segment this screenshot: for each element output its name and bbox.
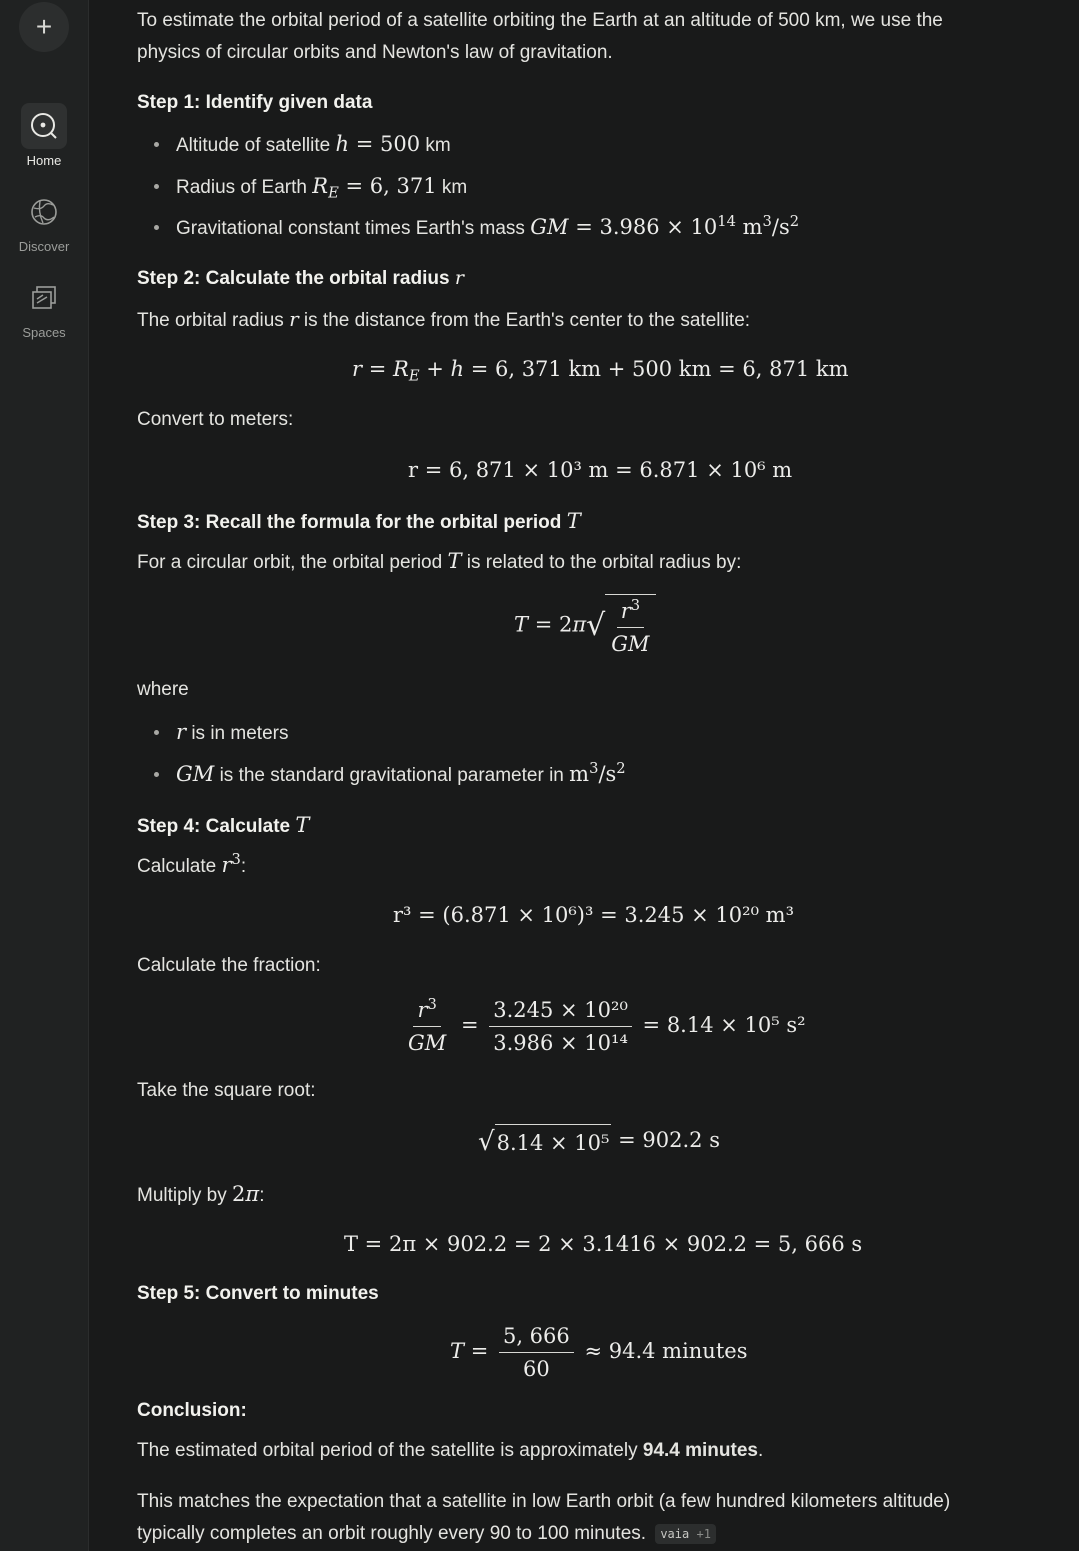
intro-line-2: physics of circular orbits and Newton's law of gravitation. [137,42,613,63]
where-label: where [137,679,189,700]
sidebar-item-label: Spaces [22,325,66,340]
sqrt-label: Take the square root: [137,1080,316,1101]
source-citation-tag[interactable]: vaia +1 [655,1524,716,1544]
sidebar-item-label: Discover [18,239,70,254]
convert-label: Convert to meters: [137,409,294,430]
unit: km [425,135,451,156]
equation-square-root: √ 8.14 × 10⁵ = 902.2 s [478,1124,720,1159]
bullet-text: Radius of Earth [176,177,307,198]
step-2-text: The orbital radius r is the distance from the Earth's center to the satellite: [137,307,751,331]
list-item: Radius of Earth $R_E = 6$, 371 km [176,170,467,204]
equation-period-formula: T = 2π √ $\frac{r^3}{GM}$ [514,594,656,658]
spaces-icon [29,283,59,313]
sidebar-item-discover[interactable] [0,189,88,254]
sidebar-item-spaces[interactable] [0,275,88,340]
step-3-text: For a circular orbit, the orbital period T is related to the orbital radius by: [137,549,742,573]
bullet-text: Gravitational constant times Earth's mass [176,218,525,239]
equation-fraction: $\frac{r^3}{GM}$ = $\frac{\text{3.245 × 10²⁰}}{\text{3.986 × 10¹⁴}}$ = 8.14 × 10⁵ s² [408,995,806,1055]
conclusion-text: The estimated orbital period of the satellite is approximately 94.4 minutes. [137,1440,764,1461]
sidebar-item-label: Home [26,153,62,168]
conclusion-heading: Conclusion: [137,1400,247,1421]
equation-minutes: T = $\frac{5, 666}{60}$ ≈ 94.4 minutes [450,1324,748,1381]
math-value: = 500 [355,132,421,156]
calc-r3-label: Calculate $r^3$: [137,850,247,877]
step-4-heading: Step 4: Calculate T [137,813,310,837]
list-item: Gravitational constant times Earth's mass GM = $3.986 \times 10^{14}$ $m^3/s^2$ [176,211,799,245]
multiply-label: Multiply by 2π: [137,1182,265,1206]
equation-period-result: T = 2π × 902.2 = 2 × 3.1416 × 902.2 = 5, 666 s [344,1232,863,1256]
step-2-heading: Step 2: Calculate the orbital radius r [137,267,464,289]
globe-icon [29,197,59,227]
home-icon [29,111,59,141]
conclusion-para-line-2: typically completes an orbit roughly every 90 to 100 minutes. vaia +1 [137,1518,716,1550]
list-item: Altitude of satellite h = 500 km [176,128,451,162]
step-3-heading: Step 3: Recall the formula for the orbital period T [137,509,581,533]
step-5-heading: Step 5: Convert to minutes [137,1283,379,1304]
calc-fraction-label: Calculate the fraction: [137,955,321,976]
math-value: = 6, 371 [345,174,437,198]
bullet-text: Altitude of satellite [176,135,331,156]
list-item: r is in meters [176,716,288,750]
equation-radius-meters: r = 6, 871 × 10³ m = 6.871 × 10⁶ m [408,458,793,482]
new-thread-button[interactable] [19,2,69,52]
sidebar [0,0,89,1551]
math-value: = 3.986 × 10 [575,215,718,239]
equation-orbital-radius: $r = R_E + h = 6$, 371 km + 500 km = 6, 871 km [352,357,849,385]
sidebar-item-home[interactable] [0,103,88,168]
conclusion-value: 94.4 minutes [642,1440,758,1461]
list-item: GM is the standard gravitational parameter in $m^3/s^2$ [176,758,626,792]
step-1-heading: Step 1: Identify given data [137,92,373,113]
unit: km [441,177,468,198]
plus-icon: + [35,11,53,42]
equation-r-cubed: r³ = (6.871 × 10⁶)³ = 3.245 × 10²⁰ m³ [393,903,794,927]
conclusion-para-line-1: This matches the expectation that a satellite in low Earth orbit (a few hundred kilometers altitude) [137,1491,951,1512]
intro-line-1: To estimate the orbital period of a satellite orbiting the Earth at an altitude of 500 km, we use the [137,10,943,31]
